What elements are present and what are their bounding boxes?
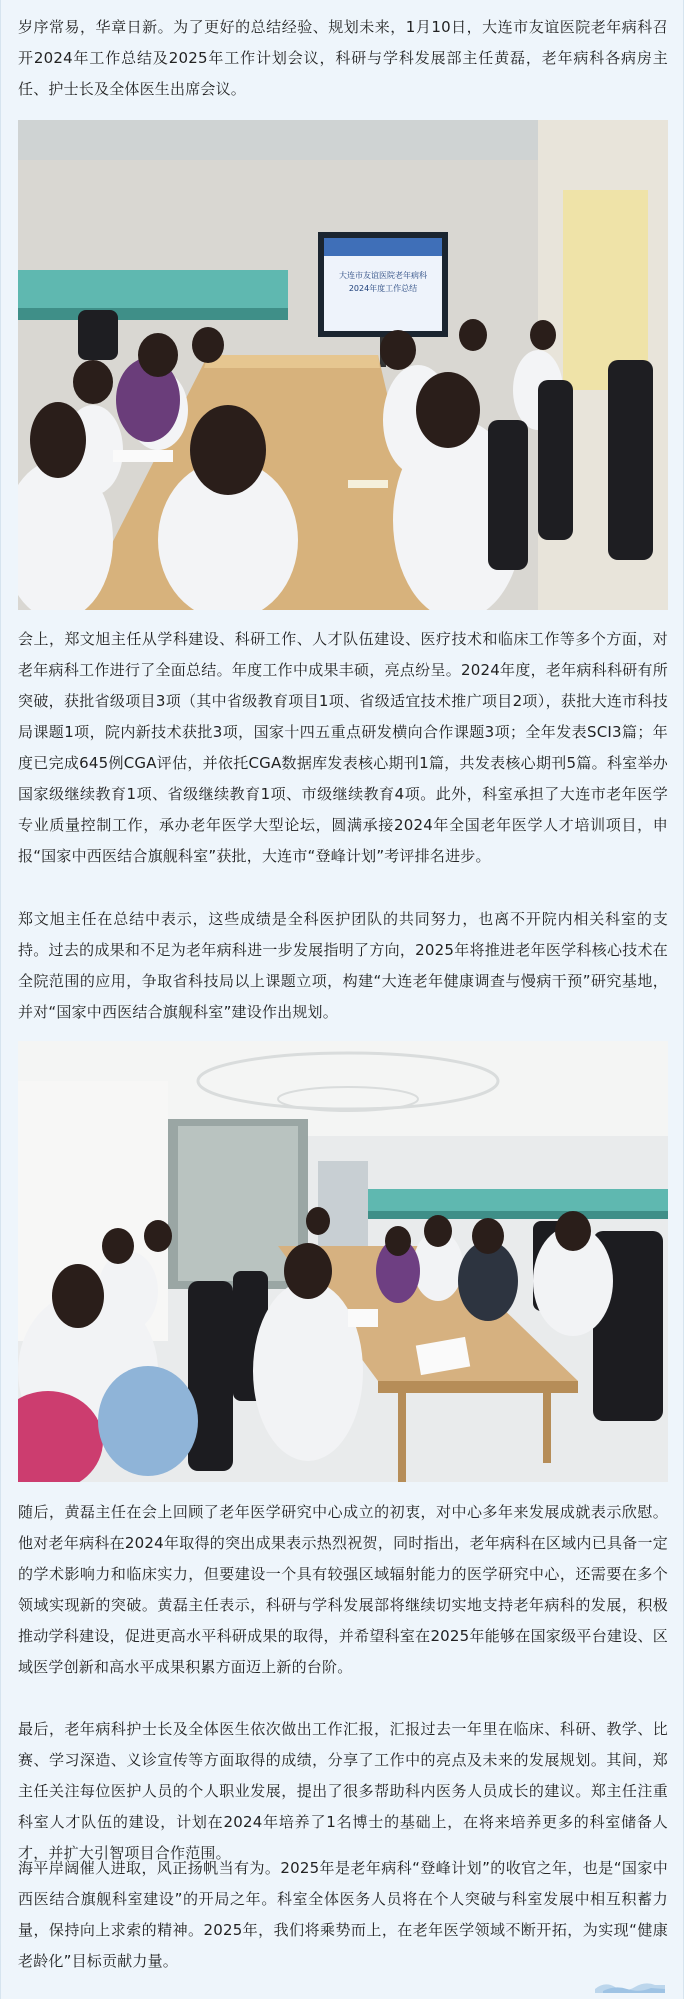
paragraph-staff-reports: 最后，老年病科护士长及全体医生依次做出工作汇报，汇报过去一年里在临床、科研、教学、比赛、学习深造、义诊宣传等方面取得的成绩，分享了工作中的亮点及未来的发展规划。其间，郑主任关注每位医护人员的个人职业发展，提出了很多帮助科内医务人员成长的建议。郑主任注重科室人才队伍的建设，计划在2024年培养了1名博士的基础上，在将来培养更多的科室储备人才，并扩大引智项目合作范围。 xyxy=(18,1720,668,1862)
screen-title: 大连市友谊医院老年病科 xyxy=(339,271,427,280)
meeting-photo-1-image xyxy=(18,120,668,610)
meeting-photo-2-image xyxy=(18,1041,668,1482)
screen-subtitle: 2024年度工作总结 xyxy=(348,284,418,293)
paragraph-summary: 会上，郑文旭主任从学科建设、科研工作、人才队伍建设、医疗技术和临床工作等多个方面，对老年病科工作进行了全面总结。年度工作中成果丰硕，亮点纷呈。2024年度，老年病科科研有所突破，获批省级项目3项（其中省级教育项目1项、省级适宜技术推广项目2项），获批大连市科技局课题1项，院内新技术获批3项，国家十四五重点研发横向合作课题3项；全年发表SCI3篇；年度已完成645例CGA评估，并依托CGA数据库发表核心期刊1篇，共发表核心期刊5篇。科室举办国家级继续教育1项、省级继续教育1项、市级继续教育4项。此外，科室承担了大连市老年医学专业质量控制工作，承办老年医学大型论坛，圆满承接2024年全国老年医学人才培训项目，申报“国家中西医结合旗舰科室”获批，大连市“登峰计划”考评排名进步。 xyxy=(18,630,668,865)
meeting-photo-1 xyxy=(18,120,668,610)
paragraph-conclusion: 海平岸阔催人进取，风正扬帆当有为。2025年是老年病科“登峰计划”的收官之年，也是“国家中西医结合旗舰科室建设”的开局之年。科室全体医务人员将在个人突破与科室发展中相互积蓄力量，保持向上求索的精神。2025年，我们将乘势而上，在老年医学领域不断开拓，为实现“健康老龄化”目标贡献力量。 xyxy=(18,1859,668,1970)
meeting-photo-2 xyxy=(18,1041,668,1482)
paragraph-intro: 岁序常易，华章日新。为了更好的总结经验、规划未来，1月10日，大连市友谊医院老年病科召开2024年工作总结及2025年工作计划会议，科研与学科发展部主任黄磊，老年病科各病房主任、护士长及全体医生出席会议。 xyxy=(18,18,668,98)
paragraph-director-statement: 郑文旭主任在总结中表示，这些成绩是全科医护团队的共同努力，也离不开院内相关科室的支持。过去的成果和不足为老年病科进一步发展指明了方向，2025年将推进老年医学科核心技术在全院范围的应用，争取省科技局以上课题立项，构建“大连老年健康调查与慢病干预”研究基地，并对“国家中西医结合旗舰科室”建设作出规划。 xyxy=(18,910,668,1021)
wave-decoration-icon xyxy=(595,1977,665,1993)
paragraph-huang-remarks: 随后，黄磊主任在会上回顾了老年医学研究中心成立的初衷，对中心多年来发展成就表示欣慰。他对老年病科在2024年取得的突出成果表示热烈祝贺，同时指出，老年病科在区域内已具备一定的学术影响力和临床实力，但要建设一个具有较强区域辐射能力的医学研究中心，还需要在多个领域实现新的突破。黄磊主任表示，科研与学科发展部将继续切实地支持老年病科的发展，积极推动学科建设，促进更高水平科研成果的取得，并希望科室在2025年能够在国家级平台建设、区域医学创新和高水平成果积累方面迈上新的台阶。 xyxy=(18,1503,668,1676)
